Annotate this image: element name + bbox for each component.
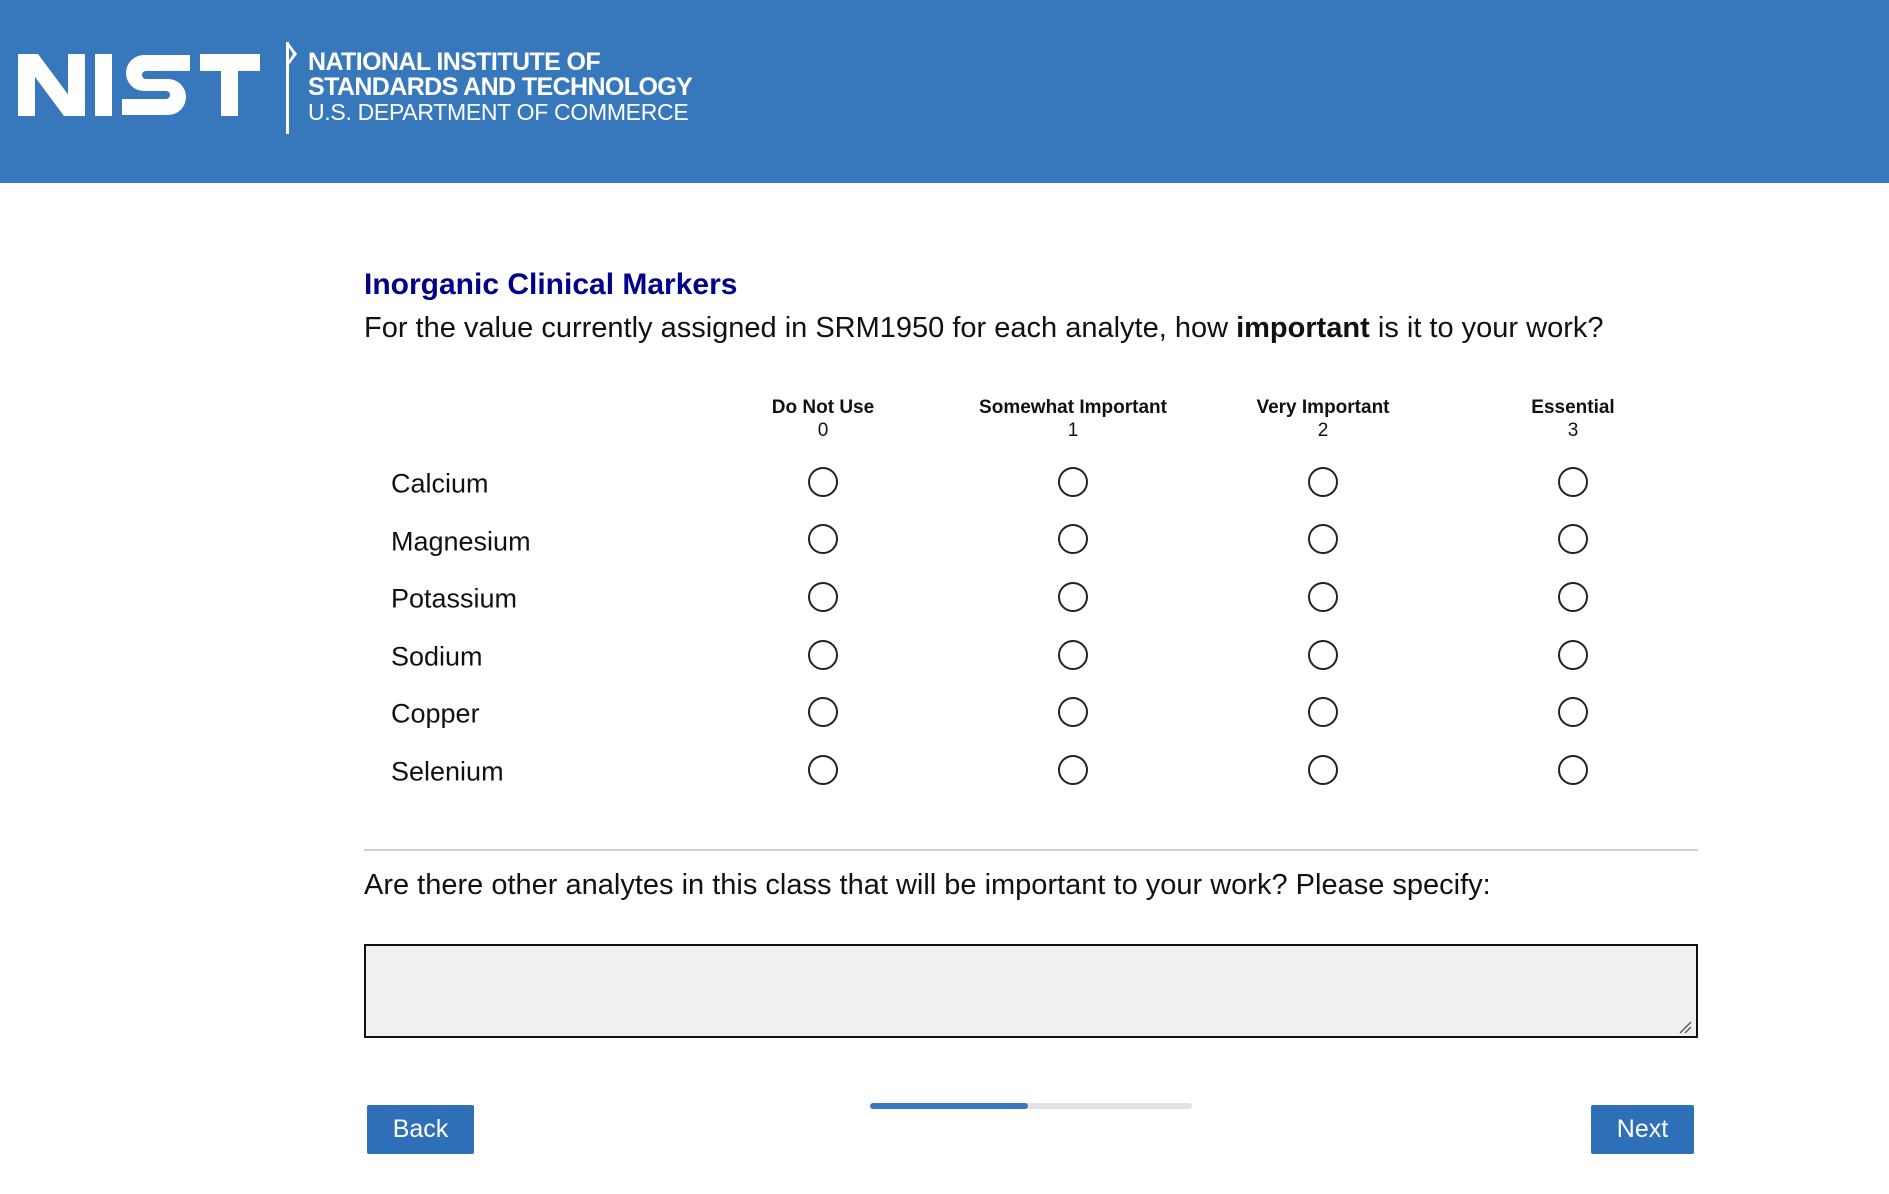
- radio-calcium-1[interactable]: [1058, 467, 1088, 497]
- radio-selenium-0[interactable]: [808, 755, 838, 785]
- resize-handle-icon[interactable]: [1678, 1020, 1692, 1034]
- column-label: Somewhat Important: [979, 397, 1167, 418]
- radio-magnesium-0[interactable]: [808, 524, 838, 554]
- agency-name-line1: NATIONAL INSTITUTE OF: [308, 48, 601, 76]
- radio-magnesium-2[interactable]: [1308, 524, 1338, 554]
- radio-sodium-1[interactable]: [1058, 640, 1088, 670]
- radio-sodium-3[interactable]: [1558, 640, 1588, 670]
- radio-calcium-2[interactable]: [1308, 467, 1338, 497]
- radio-magnesium-3[interactable]: [1558, 524, 1588, 554]
- column-label: Very Important: [1256, 397, 1390, 418]
- column-label: Essential: [1531, 397, 1615, 418]
- radio-calcium-0[interactable]: [808, 467, 838, 497]
- row-label-potassium: Potassium: [391, 583, 518, 614]
- radio-potassium-2[interactable]: [1308, 582, 1338, 612]
- agency-name: [308, 50, 692, 125]
- matrix-question: [364, 312, 1604, 345]
- radio-magnesium-1[interactable]: [1058, 524, 1088, 554]
- radio-selenium-3[interactable]: [1558, 755, 1588, 785]
- column-header-do-not-use: [713, 396, 933, 442]
- radio-sodium-0[interactable]: [808, 640, 838, 670]
- column-header-somewhat-important: [963, 396, 1183, 442]
- back-button[interactable]: Back: [367, 1105, 474, 1154]
- row-label-sodium: Sodium: [391, 641, 483, 672]
- column-value: 1: [1067, 420, 1079, 441]
- other-analytes-textarea[interactable]: [364, 944, 1698, 1038]
- radio-selenium-2[interactable]: [1308, 755, 1338, 785]
- radio-copper-2[interactable]: [1308, 697, 1338, 727]
- question-prefix: For the value currently assigned in SRM1950 for each analyte, how: [364, 312, 1237, 344]
- progress-bar-fill: [870, 1103, 1028, 1109]
- agency-name-line2: STANDARDS AND TECHNOLOGY: [308, 73, 693, 101]
- row-label-copper: Copper: [391, 698, 480, 729]
- column-header-essential: [1463, 396, 1683, 442]
- radio-calcium-3[interactable]: [1558, 467, 1588, 497]
- row-label-selenium: Selenium: [391, 756, 504, 787]
- radio-potassium-1[interactable]: [1058, 582, 1088, 612]
- column-label: Do Not Use: [771, 397, 875, 418]
- nist-logo: [18, 40, 298, 136]
- radio-copper-3[interactable]: [1558, 697, 1588, 727]
- radio-potassium-3[interactable]: [1558, 582, 1588, 612]
- radio-selenium-1[interactable]: [1058, 755, 1088, 785]
- radio-potassium-0[interactable]: [808, 582, 838, 612]
- site-header: [0, 0, 1889, 183]
- other-analytes-question: Are there other analytes in this class that will be important to your work? Please specify:: [364, 869, 1491, 901]
- radio-copper-0[interactable]: [808, 697, 838, 727]
- next-button[interactable]: Next: [1591, 1105, 1694, 1154]
- column-header-very-important: [1213, 396, 1433, 442]
- column-value: 0: [817, 420, 829, 441]
- question-suffix: is it to your work?: [1369, 312, 1604, 344]
- section-title: Inorganic Clinical Markers: [364, 268, 738, 301]
- section-divider: [364, 849, 1698, 851]
- radio-sodium-2[interactable]: [1308, 640, 1338, 670]
- radio-copper-1[interactable]: [1058, 697, 1088, 727]
- department-name: U.S. DEPARTMENT OF COMMERCE: [308, 99, 689, 125]
- row-label-magnesium: Magnesium: [391, 526, 531, 557]
- row-label-calcium: Calcium: [391, 468, 489, 499]
- question-emphasis: important: [1236, 312, 1370, 344]
- progress-bar: [870, 1103, 1192, 1109]
- column-value: 3: [1567, 420, 1579, 441]
- column-value: 2: [1317, 420, 1329, 441]
